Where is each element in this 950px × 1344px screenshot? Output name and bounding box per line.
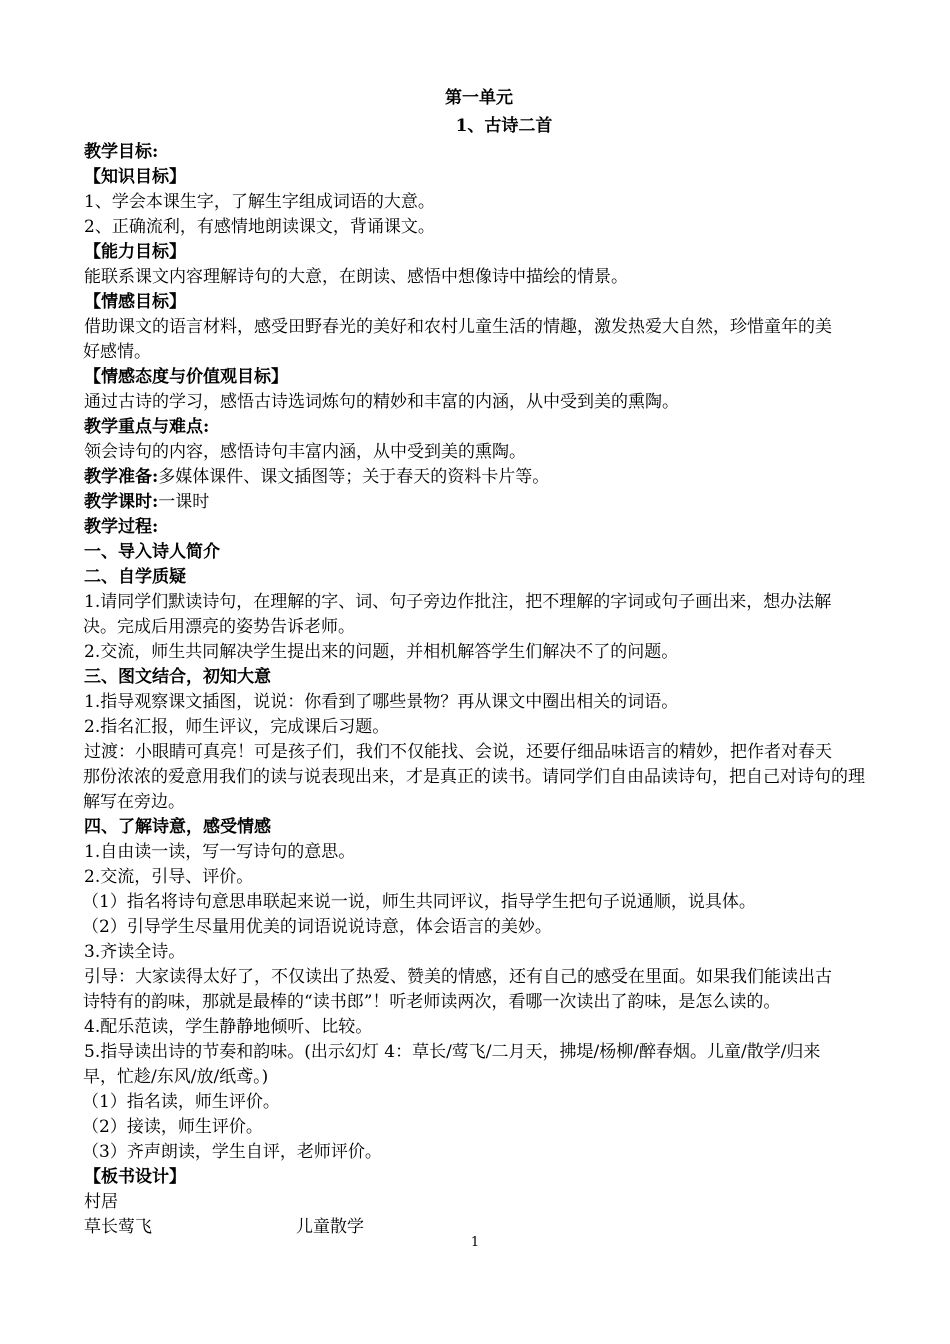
prep-label: 教学准备: xyxy=(84,467,159,487)
section-4-heading: 四、了解诗意，感受情感 xyxy=(84,817,271,837)
section-3-para-3-line-2: 那份浓浓的爱意用我们的读与说表现出来，才是真正的读书。请同学们自由品读诗句，把自己对诗句的理 xyxy=(83,767,865,787)
section-4-para-1: 1.自由读一读，写一写诗句的意思。 xyxy=(84,842,356,862)
section-4-para-4-line-2: 诗特有的韵味，那就是最棒的“读书郎”！听老师读两次，看哪一次读出了韵味，是怎么读的。 xyxy=(83,992,781,1012)
board-right: 儿童散学 xyxy=(296,1217,364,1237)
section-4-para-6-item-2: （2）接读，师生评价。 xyxy=(82,1117,263,1137)
section-4-para-5: 4.配乐范读，学生静静地倾听、比较。 xyxy=(84,1017,373,1037)
section-1-heading: 一、导入诗人简介 xyxy=(84,542,220,562)
attitude-text: 通过古诗的学习，感悟古诗选词炼句的精妙和丰富的内涵，从中受到美的熏陶。 xyxy=(84,392,679,412)
emotion-text-line-1: 借助课文的语言材料，感受田野春光的美好和农村儿童生活的情趣，激发热爱大自然，珍惜童年的美 xyxy=(84,317,832,337)
knowledge-item-2: 2、正确流利，有感情地朗读课文，背诵课文。 xyxy=(84,217,435,237)
hours-label: 教学课时: xyxy=(84,492,159,512)
knowledge-item-1: 1、学会本课生字，了解生字组成词语的大意。 xyxy=(84,192,435,212)
section-4-para-3: 3.齐读全诗。 xyxy=(84,942,186,962)
process-heading: 教学过程: xyxy=(84,517,159,537)
knowledge-heading: 【知识目标】 xyxy=(84,167,186,187)
section-2-para-1-line-2: 决。完成后用漂亮的姿势告诉老师。 xyxy=(83,617,355,637)
section-4-para-6-item-1: （1）指名读，师生评价。 xyxy=(82,1092,280,1112)
prep-row xyxy=(84,465,910,490)
section-4-para-2: 2.交流，引导、评价。 xyxy=(84,867,254,887)
board-left: 草长莺飞 xyxy=(84,1217,152,1237)
attitude-heading: 【情感态度与价值观目标】 xyxy=(84,367,288,387)
section-4-para-4-line-1: 引导：大家读得太好了，不仅读出了热爱、赞美的情感，还有自己的感受在里面。如果我们能读出古 xyxy=(84,967,832,987)
board-title: 村居 xyxy=(84,1192,118,1212)
board-heading: 【板书设计】 xyxy=(84,1167,186,1187)
section-4-para-2-item-1: （1）指名将诗句意思串联起来说一说，师生共同评议，指导学生把句子说通顺，说具体。 xyxy=(82,892,756,912)
section-3-para-2: 2.指名汇报，师生评议，完成课后习题。 xyxy=(84,717,390,737)
section-2-heading: 二、自学质疑 xyxy=(84,567,186,587)
section-4-para-6-item-3: （3）齐声朗读，学生自评，老师评价。 xyxy=(82,1142,382,1162)
emotion-text-line-2: 好感情。 xyxy=(83,342,151,362)
focus-heading: 教学重点与难点: xyxy=(84,417,210,437)
hours-text: 一课时 xyxy=(158,492,210,512)
ability-heading: 【能力目标】 xyxy=(84,242,186,262)
objectives-heading: 教学目标: xyxy=(84,142,159,162)
section-2-para-2: 2.交流，师生共同解决学生提出来的问题，并相机解答学生们解决不了的问题。 xyxy=(84,642,679,662)
focus-text: 领会诗句的内容，感悟诗句丰富内涵，从中受到美的熏陶。 xyxy=(84,442,526,462)
page-number: 1 xyxy=(470,1235,480,1250)
hours-row xyxy=(84,490,910,515)
section-3-para-1: 1.指导观察课文插图，说说：你看到了哪些景物？再从课文中圈出相关的词语。 xyxy=(84,692,679,712)
emotion-heading: 【情感目标】 xyxy=(84,292,186,312)
unit-title: 第一单元 xyxy=(445,88,513,108)
section-3-para-3-line-3: 解写在旁边。 xyxy=(83,792,185,812)
lesson-title: 1、古诗二首 xyxy=(455,116,553,136)
section-4-para-6-line-2: 早，忙趁/东风/放/纸鸢。) xyxy=(83,1067,269,1087)
ability-text: 能联系课文内容理解诗句的大意，在朗读、感悟中想像诗中描绘的情景。 xyxy=(84,267,628,287)
section-2-para-1-line-1: 1.请同学们默读诗句，在理解的字、词、句子旁边作批注，把不理解的字词或句子画出来，想办法解 xyxy=(84,592,832,612)
section-4-para-2-item-2: （2）引导学生尽量用优美的词语说说诗意，体会语言的美妙。 xyxy=(82,917,552,937)
section-4-para-6-line-1: 5.指导读出诗的节奏和韵味。(出示幻灯 4：草长/莺飞/二月天，拂堤/杨柳/醉春烟。儿童/散学/归来 xyxy=(84,1042,821,1062)
section-3-para-3-line-1: 过渡：小眼睛可真亮！可是孩子们，我们不仅能找、会说，还要仔细品味语言的精妙，把作者对春天 xyxy=(84,742,832,762)
prep-text: 多媒体课件、课文插图等；关于春天的资料卡片等。 xyxy=(158,467,550,487)
section-3-heading: 三、图文结合，初知大意 xyxy=(84,667,271,687)
